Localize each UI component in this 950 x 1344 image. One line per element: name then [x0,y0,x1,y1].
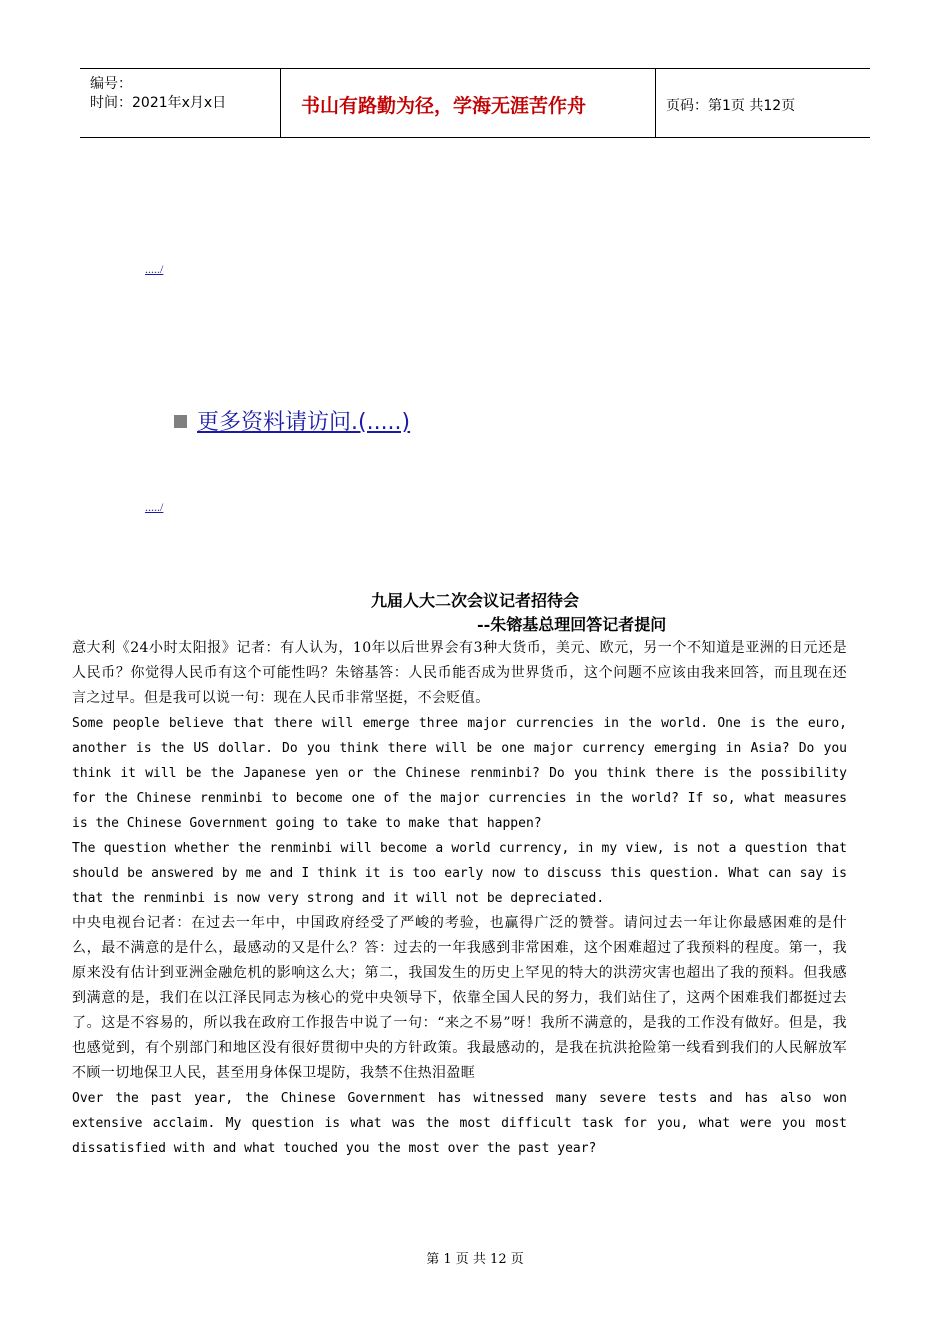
more-info-row [174,405,410,436]
more-info-link[interactable]: 更多资料请访问.(.....) [197,410,411,435]
paragraph-en: Over the past year, the Chinese Government has witnessed many severe tests and has also won extensive acclaim. My question is what was the most difficult task for you, what were you most dissatisfied with and what touched you the most over the past year? [72,1091,847,1156]
square-bullet-icon [174,415,187,428]
serial-number-label: 编号： [90,76,132,92]
page-number-label: 页码：第1页 共12页 [666,98,796,114]
header-meta-cell [80,69,281,137]
motto-text: 书山有路勤为径，学海无涯苦作舟 [301,95,587,117]
document-header [80,68,870,138]
paragraph-en: Some people believe that there will emerge three major currencies in the world. One is the euro, another is the US dollar. Do you think there will be one major currency emerging in Asia? Do you think it will be the Japanese yen or the Chinese renminbi? Do you think there is the possibility for the Chinese renminbi to become one of the major currencies in the world? If so, what measures is the Chinese Government going to take to make that happen? [72,716,847,831]
header-page-cell [656,69,870,137]
paragraph-cn: 中央电视台记者：在过去一年中，中国政府经受了严峻的考验，也赢得广泛的赞誉。请问过去一年让你最感困难的是什么，最不满意的是什么，最感动的又是什么？答：过去的一年我感到非常困难，这个困难超过了我预料的程度。第一，我原来没有估计到亚洲金融危机的影响这么大；第二，我国发生的历史上罕见的特大的洪涝灾害也超出了我的预料。但我感到满意的是，我们在以江泽民同志为核心的党中央领导下，依靠全国人民的努力，我们站住了，这两个困难我们都挺过去了。这是不容易的，所以我在政府工作报告中说了一句：“来之不易”呀！我所不满意的，是我的工作没有做好。但是，我也感觉到，有个别部门和地区没有很好贯彻中央的方针政策。我最感动的，是我在抗洪抢险第一线看到我们的人民解放军不顾一切地保卫人民，甚至用身体保卫堤防，我禁不住热泪盈眶 [72,915,847,1081]
paragraph-cn: 意大利《24小时太阳报》记者：有人认为，10年以后世界会有3种大货币，美元、欧元，另一个不知道是亚洲的日元还是人民币？你觉得人民币有这个可能性吗？朱镕基答：人民币能否成为世界货币，这个问题不应该由我来回答，而且现在还言之过早。但是我可以说一句：现在人民币非常坚挺，不会贬值。 [72,640,847,706]
dots-link-top[interactable]: ...../ [145,262,164,276]
document-title: 九届人大二次会议记者招待会 [370,591,579,610]
date-label: 时间：2021年x月x日 [90,95,227,111]
page-footer: 第 1 页 共 12 页 [426,1252,524,1267]
dots-link-bottom[interactable]: ...../ [145,500,164,514]
header-motto-cell [281,69,656,137]
paragraph-en: The question whether the renminbi will become a world currency, in my view, is not a question that should be answered by me and I think it is too early now to discuss this question. What can say is that the renminbi is now very strong and it will not be depreciated. [72,841,847,906]
article-body [72,636,847,1161]
document-subtitle: --朱镕基总理回答记者提问 [477,615,667,634]
